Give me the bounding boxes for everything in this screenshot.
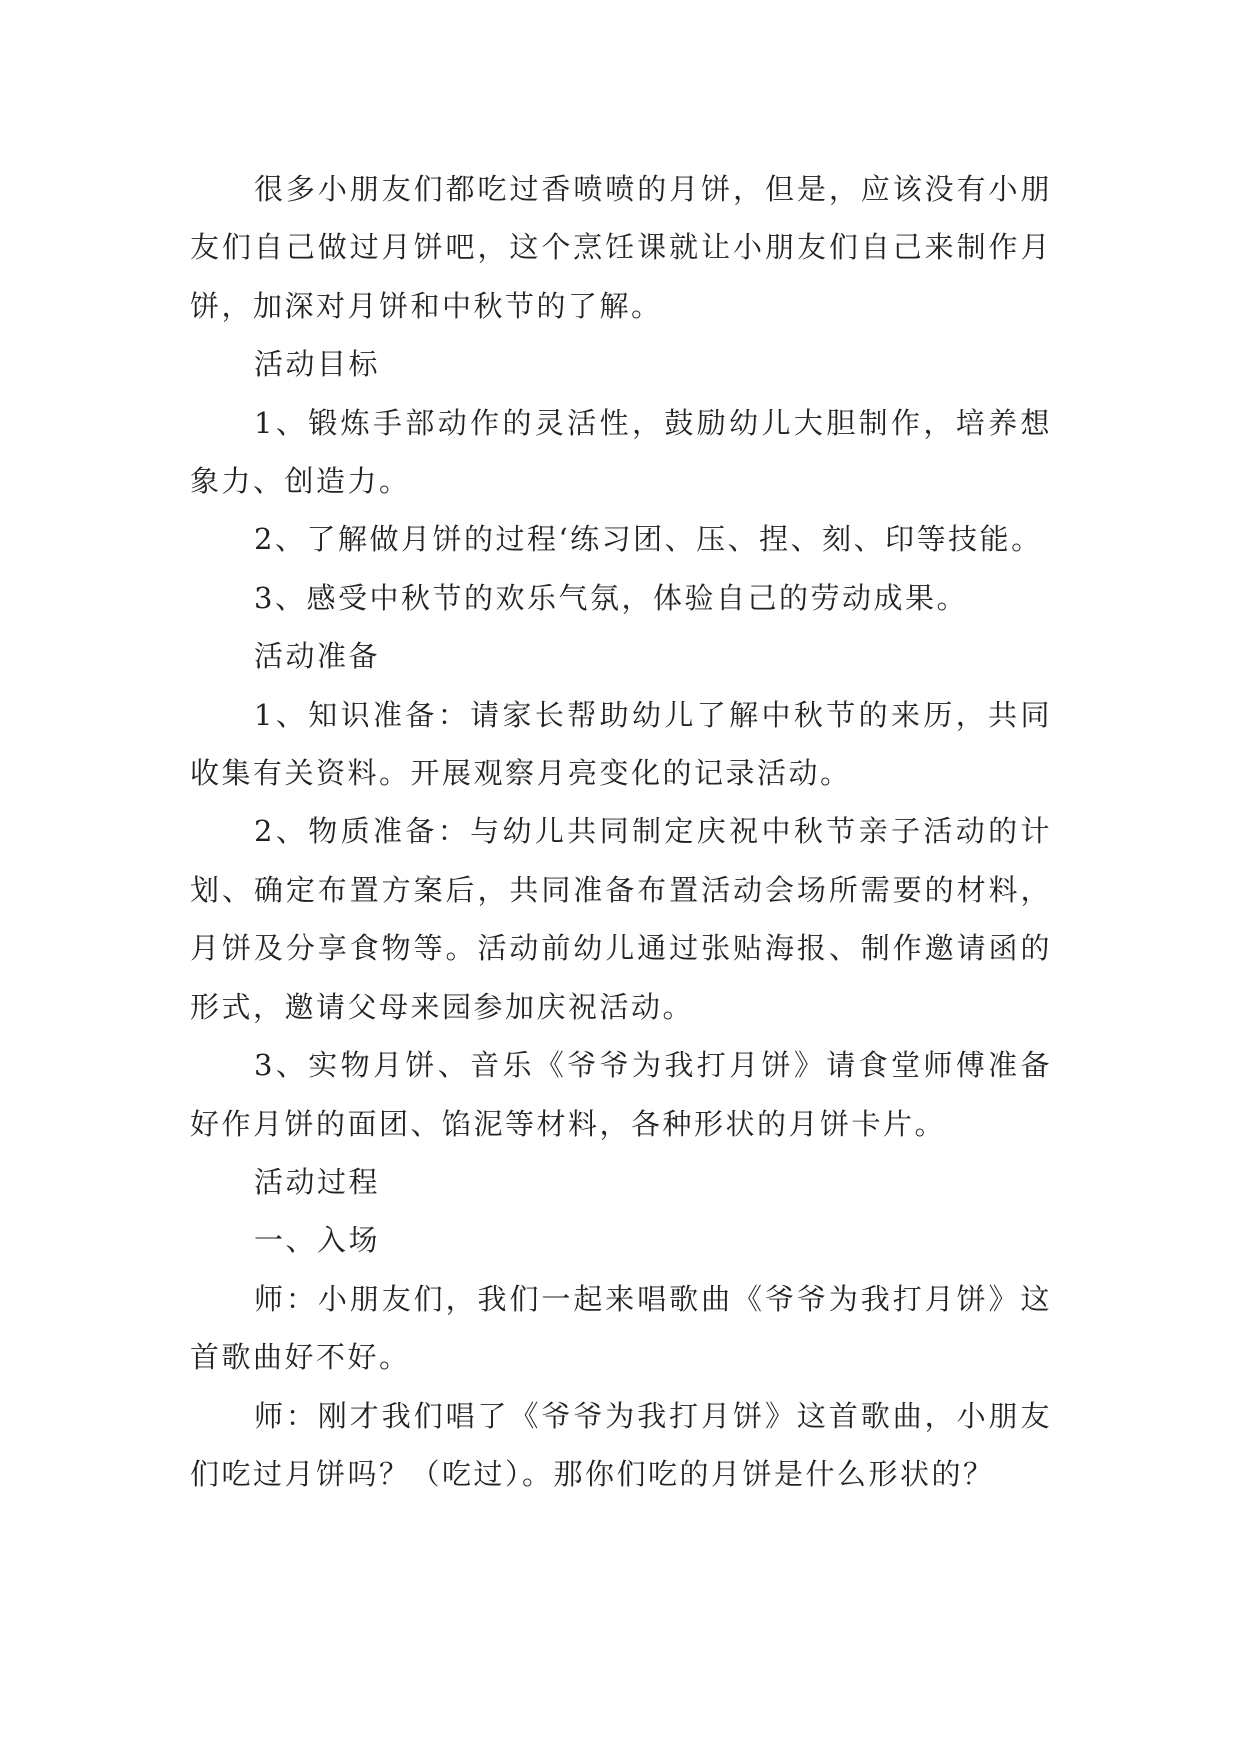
heading-activity-prep: 活动准备 — [254, 639, 381, 674]
prep-2: 2、物质准备：与幼儿共同制定庆祝中秋节亲子活动的计划、确定布置方案后，共同准备布置活动会场所需要的材料，月饼及分享食物等。活动前幼儿通过张贴海报、制作邀请函的形式，邀请父母来园参加庆祝活动。 — [190, 814, 1052, 1024]
heading-activity-goals: 活动目标 — [254, 347, 381, 382]
document-page — [190, 160, 1052, 1503]
teacher-line-1: 师：小朋友们，我们一起来唱歌曲《爷爷为我打月饼》这首歌曲好不好。 — [190, 1281, 1052, 1375]
goal-2: 2、了解做月饼的过程‘练习团、压、捏、刻、印等技能。 — [254, 522, 1043, 557]
teacher-line-2: 师：刚才我们唱了《爷爷为我打月饼》这首歌曲，小朋友们吃过月饼吗？（吃过）。那你们吃的月饼是什么形状的？ — [190, 1398, 1052, 1491]
goal-3: 3、感受中秋节的欢乐气氛，体验自己的劳动成果。 — [254, 580, 968, 615]
intro-paragraph: 很多小朋友们都吃过香喷喷的月饼，但是，应该没有小朋友们自己做过月饼吧，这个烹饪课就让小朋友们自己来制作月饼，加深对月饼和中秋节的了解。 — [190, 172, 1052, 323]
goal-1: 1、锻炼手部动作的灵活性，鼓励幼儿大胆制作，培养想象力、创造力。 — [190, 405, 1052, 499]
section-entrance: 一、入场 — [254, 1223, 381, 1258]
heading-activity-process: 活动过程 — [254, 1164, 381, 1199]
prep-1: 1、知识准备：请家长帮助幼儿了解中秋节的来历，共同收集有关资料。开展观察月亮变化的记录活动。 — [190, 697, 1052, 791]
prep-3: 3、实物月饼、音乐《爷爷为我打月饼》请食堂师傅准备好作月饼的面团、馅泥等材料，各种形状的月饼卡片。 — [190, 1048, 1052, 1141]
